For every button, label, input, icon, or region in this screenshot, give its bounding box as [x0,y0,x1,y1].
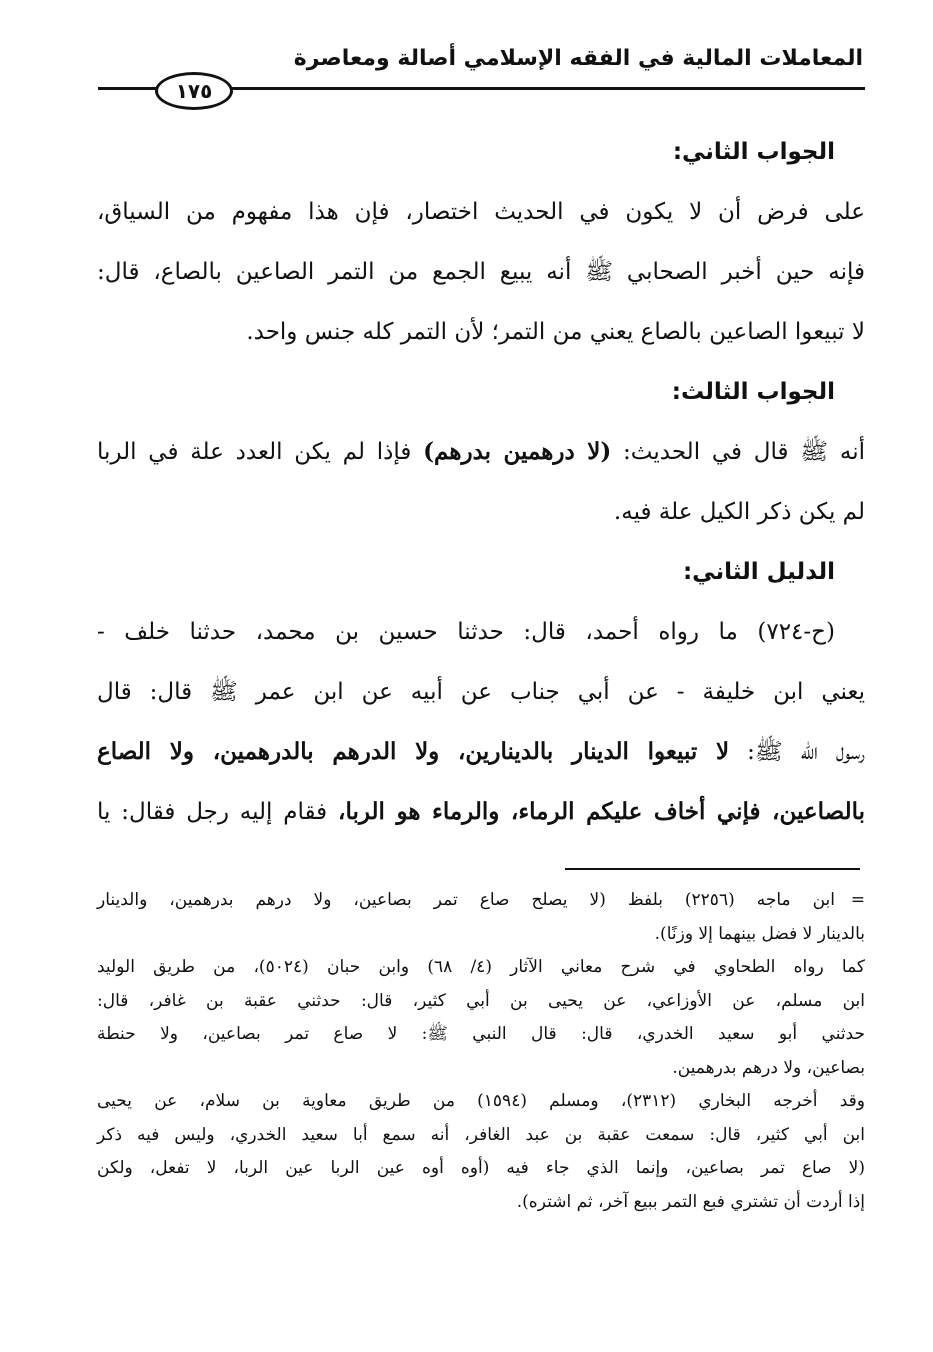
footnote-line: إذا أردت أن تشتري فبع التمر ببيع آخر، ثم اشتره). [516,1191,865,1212]
text-line: لا تبيعوا الصاعين بالصاع يعني من التمر؛ لأن التمر كله جنس واحد. [246,319,865,345]
footnote-line: حدثني أبو سعيد الخدري، قال: قال النبي ﷺ: لا صاع تمر بصاعين، ولا حنطة [97,1024,865,1044]
footnote-line: كما رواه الطحاوي في شرح معاني الآثار (٤/ ٦٨) وابن حبان (٥٠٢٤)، من طريق الوليد [97,957,865,977]
text-line: لم يكن ذكر الكيل علة فيه. [613,499,865,525]
footnote-line [97,884,865,918]
footnote-line: ابن أبي كثير، قال: سمعت عقبة بن عبد الغافر، أنه سمع أبا سعيد الخدري، وليس فيه ذكر [97,1124,865,1145]
text-line: يعني ابن خليفة - عن أبي جناب عن أبيه عن ابن عمر ﷺ قال: قال [97,679,865,705]
footnote-line: ابن مسلم، عن الأوزاعي، عن يحيى بن أبي كثير، قال: حدثني عقبة بن غافر، قال: [97,990,865,1011]
text-line: فإنه حين أخبر الصحابي ﷺ أنه يبيع الجمع من التمر الصاعين بالصاع، قال: [97,259,865,285]
footnote-continuation-marker: = [850,890,865,910]
text-line: على فرض أن لا يكون في الحديث اختصار، فإن هذا مفهوم من السياق، [97,199,865,225]
text-line [97,422,865,482]
footnotes [97,884,865,1219]
heading-third-answer: الجواب الثالث: [671,379,835,405]
text-span: أنه ﷺ قال في الحديث: [611,439,865,465]
page-number-badge: ١٧٥ [155,72,233,110]
hadith-quote: بالصاعين، فإني أخاف عليكم الرماء، والرماء هو الربا، [338,798,865,825]
text-span: فقام إليه رجل فقال: يا [97,799,339,825]
text-span: رسول الله ﷺ: [729,739,865,765]
hadith-quote: لا تبيعوا الدينار بالدينارين، ولا الدرهم بالدرهمين، ولا الصاع [97,738,730,765]
text-line [97,722,865,782]
footnote-line: وقد أخرجه البخاري (٢٣١٢)، ومسلم (١٥٩٤) من طريق معاوية بن سلام، عن يحيى [97,1091,866,1111]
text-line [97,782,865,842]
running-header-title: المعاملات المالية في الفقه الإسلامي أصالة ومعاصرة [293,46,863,71]
footnote-line: بالدينار لا فضل بينهما إلا وزنًا). [654,923,865,944]
heading-second-answer: الجواب الثاني: [672,139,835,165]
main-text [97,122,865,842]
text-span: فإذا لم يكن العدد علة في الربا [97,439,424,465]
text-line: (ح-٧٢٤) ما رواه أحمد، قال: حدثنا حسين بن محمد، حدثنا خلف - [97,619,835,645]
heading-second-evidence: الدليل الثاني: [682,559,835,585]
footnote-separator [565,868,860,870]
footnote-text: ابن ماجه (٢٢٥٦) بلفظ (لا يصلح صاع تمر بصاعين، ولا درهم بدرهمين، والدينار [97,890,835,910]
footnote-line: بصاعين، ولا درهم بدرهمين. [672,1057,865,1078]
hadith-quote: (لا درهمين بدرهم) [423,438,612,465]
footnote-line: (لا صاع تمر بصاعين، وإنما الذي جاء فيه (أوه أوه عين الربا عين الربا، لا تفعل، ولكن [97,1158,865,1178]
